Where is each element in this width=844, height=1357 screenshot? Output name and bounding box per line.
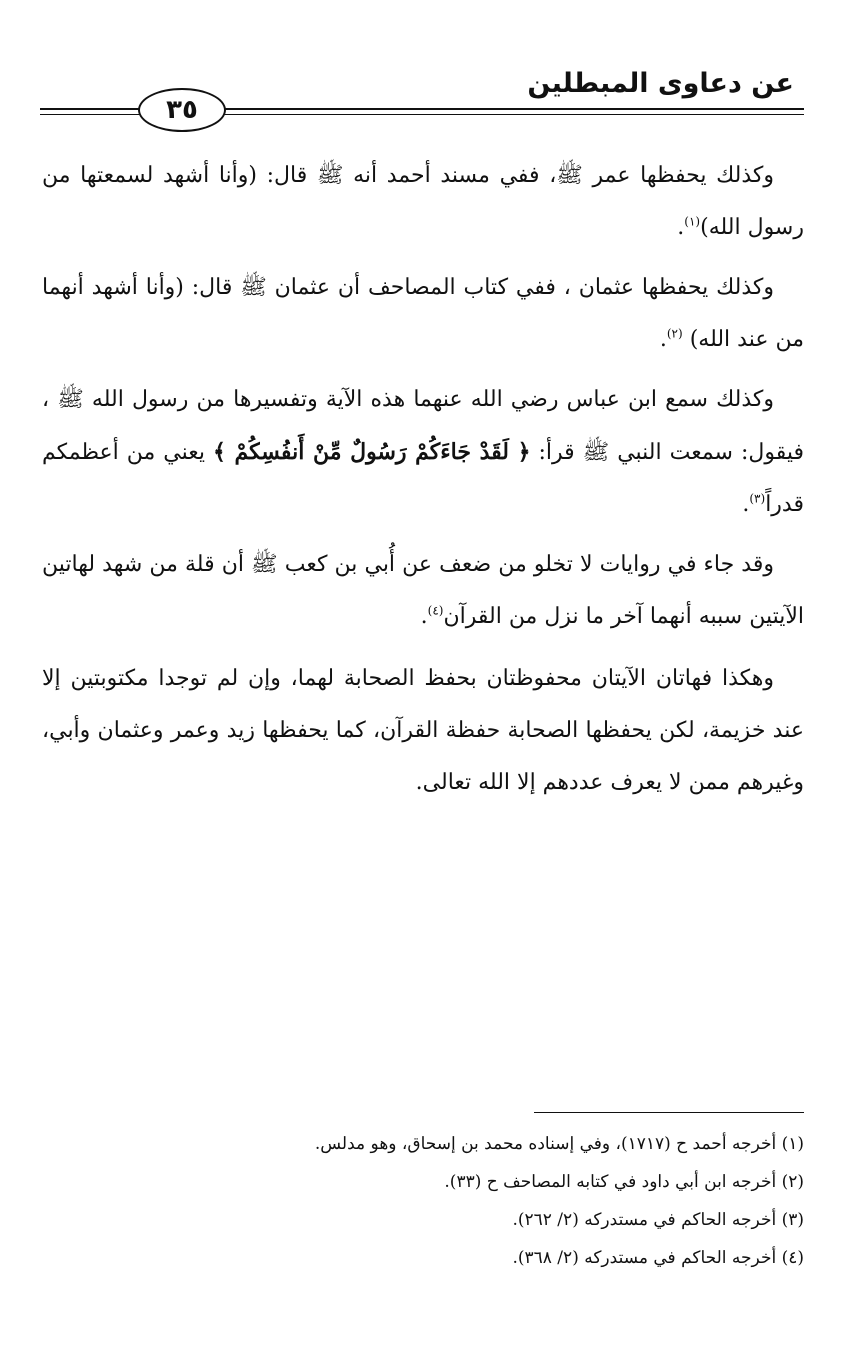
paragraph-3-text: وكذلك سمع ابن عباس رضي الله عنهما هذه الآية وتفسيرها من رسول الله ﷺ ، فيقول: سمعت النبي ﷺ قرأ: (42, 387, 804, 465)
paragraph-1-end: . (677, 215, 685, 240)
main-text (42, 150, 804, 817)
paragraph-2-text: وكذلك يحفظها عثمان ، ففي كتاب المصاحف أن عثمان ﷺ قال: (وأنا أشهد أنهما من عند الله) (42, 275, 804, 352)
footnote-ref-3: (٣) (749, 491, 766, 506)
footnote-4: (٤) أخرجه الحاكم في مستدركه (٢/ ٣٦٨). (512, 1248, 804, 1268)
paragraph-3 (42, 374, 804, 531)
footnote-2: (٢) أخرجه ابن أبي داود في كتابه المصاحف ح (٣٣). (444, 1172, 804, 1192)
paragraph-3-end: . (742, 492, 750, 517)
quran-verse: ﴿ لَقَدْ جَاءَكُمْ رَسُولٌ مِّنْ أَنفُسِكُمْ ﴾ (212, 439, 531, 465)
paragraph-2 (42, 262, 804, 366)
footnote-divider (534, 1112, 804, 1113)
paragraph-1-text: وكذلك يحفظها عمر ﷺ، ففي مسند أحمد أنه ﷺ قال: (وأنا أشهد لسمعتها من رسول الله) (42, 163, 804, 240)
paragraph-4 (42, 539, 804, 643)
paragraph-3-text-end: يعني من أعظمكم قدراً (42, 440, 804, 517)
paragraph-4-text: وقد جاء في روايات لا تخلو من ضعف عن أُبي بن كعب ﷺ أن قلة من شهد لهاتين الآيتين سببه أنهما آخر ما نزل من القرآن (42, 552, 804, 629)
footnote-ref-2: (٢) (666, 326, 683, 341)
page-header (40, 60, 804, 132)
footnote-ref-4: (٤) (427, 603, 444, 618)
paragraph-2-end: . (659, 327, 667, 352)
paragraph-4-end: . (420, 604, 428, 629)
footnote-ref-1: (١) (684, 214, 701, 229)
running-title: عن دعاوى المبطلين (527, 68, 794, 99)
paragraph-5: وهكذا فهاتان الآيتان محفوظتان بحفظ الصحابة لهما، وإن لم توجدا مكتوبتين إلا عند خزيمة، لكن يحفظها الصحابة حفظة القرآن، كما يحفظها زيد وعمر وعثمان وأبي، وغيرهم ممن لا يعرف عددهم إلا الله تعالى. (42, 666, 804, 795)
footnotes (40, 1125, 804, 1277)
paragraph-1 (42, 150, 804, 254)
page-number: ٣٥ (138, 88, 226, 132)
footnote-1: (١) أخرجه أحمد ح (١٧١٧)، وفي إسناده محمد بن إسحاق، وهو مدلس. (314, 1134, 804, 1154)
footnote-3: (٣) أخرجه الحاكم في مستدركه (٢/ ٢٦٢). (512, 1210, 804, 1230)
